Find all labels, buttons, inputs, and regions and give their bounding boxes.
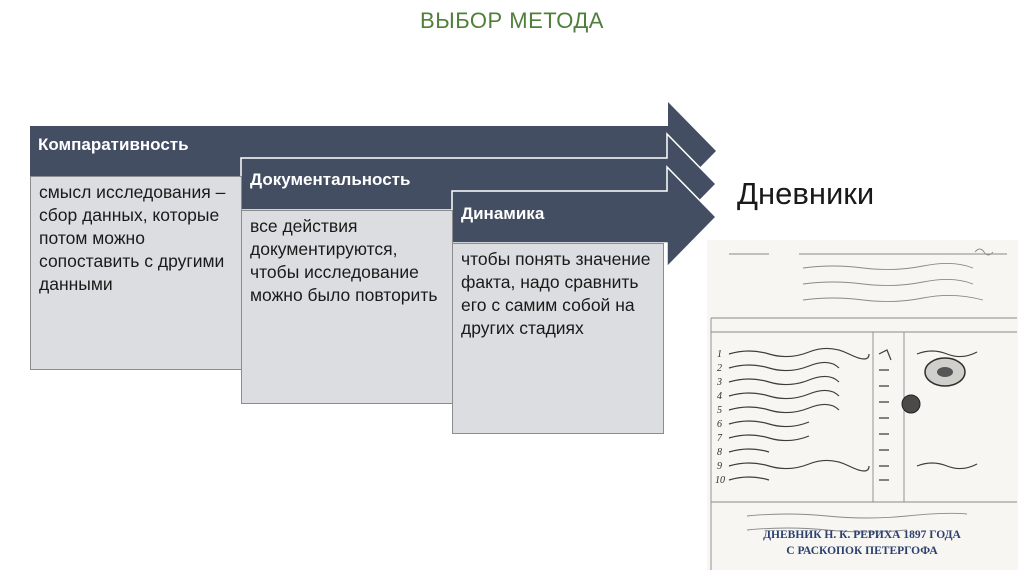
step-heading-comparativeness: Компаративность bbox=[38, 135, 189, 154]
row-number: 4 bbox=[717, 391, 722, 402]
artifact-sketch-ring bbox=[925, 358, 965, 386]
diary-page-image bbox=[707, 240, 1018, 570]
row-number: 10 bbox=[715, 475, 725, 486]
diary-caption bbox=[712, 527, 1012, 559]
row-number: 1 bbox=[717, 349, 722, 360]
row-number: 8 bbox=[717, 447, 722, 458]
row-number: 6 bbox=[717, 419, 722, 430]
step-text-comparativeness: смысл исследования – сбор данных, которые потом можно сопоставить с другими данными bbox=[30, 176, 242, 370]
row-number: 2 bbox=[717, 363, 722, 374]
row-number: 3 bbox=[717, 377, 722, 388]
slide-title: ВЫБОР МЕТОДА bbox=[420, 8, 604, 33]
row-number: 5 bbox=[717, 405, 722, 416]
step-heading-documentality: Документальность bbox=[250, 170, 411, 189]
step-text-dynamics: чтобы понять значение факта, надо сравнить его с самим собой на других стадиях bbox=[452, 243, 664, 434]
step-text-documentality: все действия документируются, чтобы исследование можно было повторить bbox=[241, 210, 453, 404]
caption-line-2: С РАСКОПОК ПЕТЕРГОФА bbox=[786, 545, 938, 557]
step-heading-dynamics: Динамика bbox=[461, 204, 545, 223]
row-number: 9 bbox=[717, 461, 722, 472]
diaries-label: Дневники bbox=[737, 176, 875, 211]
caption-line-1: ДНЕВНИК Н. К. РЕРИХА 1897 ГОДА bbox=[763, 529, 961, 541]
artifact-sketch-bead bbox=[902, 395, 920, 413]
row-number: 7 bbox=[717, 433, 722, 444]
